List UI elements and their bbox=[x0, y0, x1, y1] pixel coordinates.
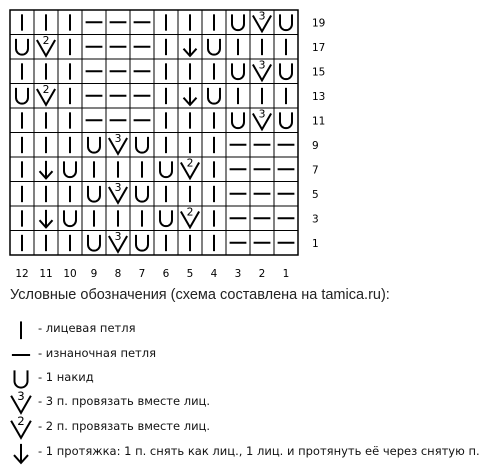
column-label: 12 bbox=[15, 268, 29, 280]
legend-item-label: - 1 протяжка: 1 п. снять как лиц., 1 лиц. и протянуть её через снятую п. bbox=[38, 444, 480, 458]
legend-item-label: - лицевая петля bbox=[38, 321, 136, 335]
svg-text:3: 3 bbox=[258, 9, 266, 23]
k3tog-icon bbox=[8, 390, 34, 416]
row-label: 7 bbox=[312, 164, 319, 177]
legend-title: Условные обозначения (схема составлена на tamica.ru): bbox=[10, 287, 390, 303]
legend-item-label: - изнаночная петля bbox=[38, 346, 157, 360]
row-label: 15 bbox=[312, 66, 326, 79]
legend-item-label: - 2 п. провязать вместе лиц. bbox=[38, 419, 211, 433]
svg-text:2: 2 bbox=[186, 156, 194, 170]
row-label: 17 bbox=[312, 41, 326, 54]
legend-item-label: - 1 накид bbox=[38, 370, 94, 384]
legend-item bbox=[8, 342, 484, 366]
svg-text:3: 3 bbox=[17, 390, 25, 403]
legend-item-label: - 3 п. провязать вместе лиц. bbox=[38, 394, 211, 408]
legend-item bbox=[8, 415, 484, 439]
row-label: 5 bbox=[312, 188, 319, 201]
column-label: 11 bbox=[39, 268, 53, 280]
column-label: 4 bbox=[210, 268, 218, 280]
legend-item bbox=[8, 390, 484, 414]
legend-item bbox=[8, 317, 484, 341]
knit-icon bbox=[8, 317, 34, 343]
column-label: 5 bbox=[186, 268, 194, 280]
svg-text:3: 3 bbox=[258, 58, 266, 72]
svg-text:3: 3 bbox=[114, 131, 122, 145]
column-label: 7 bbox=[138, 268, 146, 280]
svg-text:2: 2 bbox=[42, 33, 50, 47]
legend-item bbox=[8, 440, 484, 464]
row-label: 11 bbox=[312, 115, 326, 128]
purl-icon bbox=[8, 342, 34, 368]
column-label: 9 bbox=[90, 268, 98, 280]
column-label: 3 bbox=[234, 268, 242, 280]
row-label: 13 bbox=[312, 90, 326, 103]
svg-text:2: 2 bbox=[42, 82, 50, 96]
skp-arrow-icon bbox=[8, 440, 34, 466]
row-label: 9 bbox=[312, 139, 319, 152]
legend-item bbox=[8, 366, 484, 390]
column-label: 6 bbox=[162, 268, 170, 280]
column-label: 1 bbox=[282, 268, 290, 280]
svg-text:2: 2 bbox=[186, 205, 194, 219]
yarn-over-icon bbox=[8, 366, 34, 392]
column-label: 8 bbox=[114, 268, 122, 280]
svg-text:3: 3 bbox=[258, 107, 266, 121]
row-label: 19 bbox=[312, 17, 326, 30]
svg-text:3: 3 bbox=[114, 180, 122, 194]
svg-text:3: 3 bbox=[114, 229, 122, 243]
svg-text:2: 2 bbox=[17, 415, 25, 428]
column-label: 2 bbox=[258, 268, 266, 280]
row-label: 1 bbox=[312, 237, 319, 250]
row-label: 3 bbox=[312, 213, 319, 226]
column-label: 10 bbox=[63, 268, 77, 280]
k2tog-icon bbox=[8, 415, 34, 441]
